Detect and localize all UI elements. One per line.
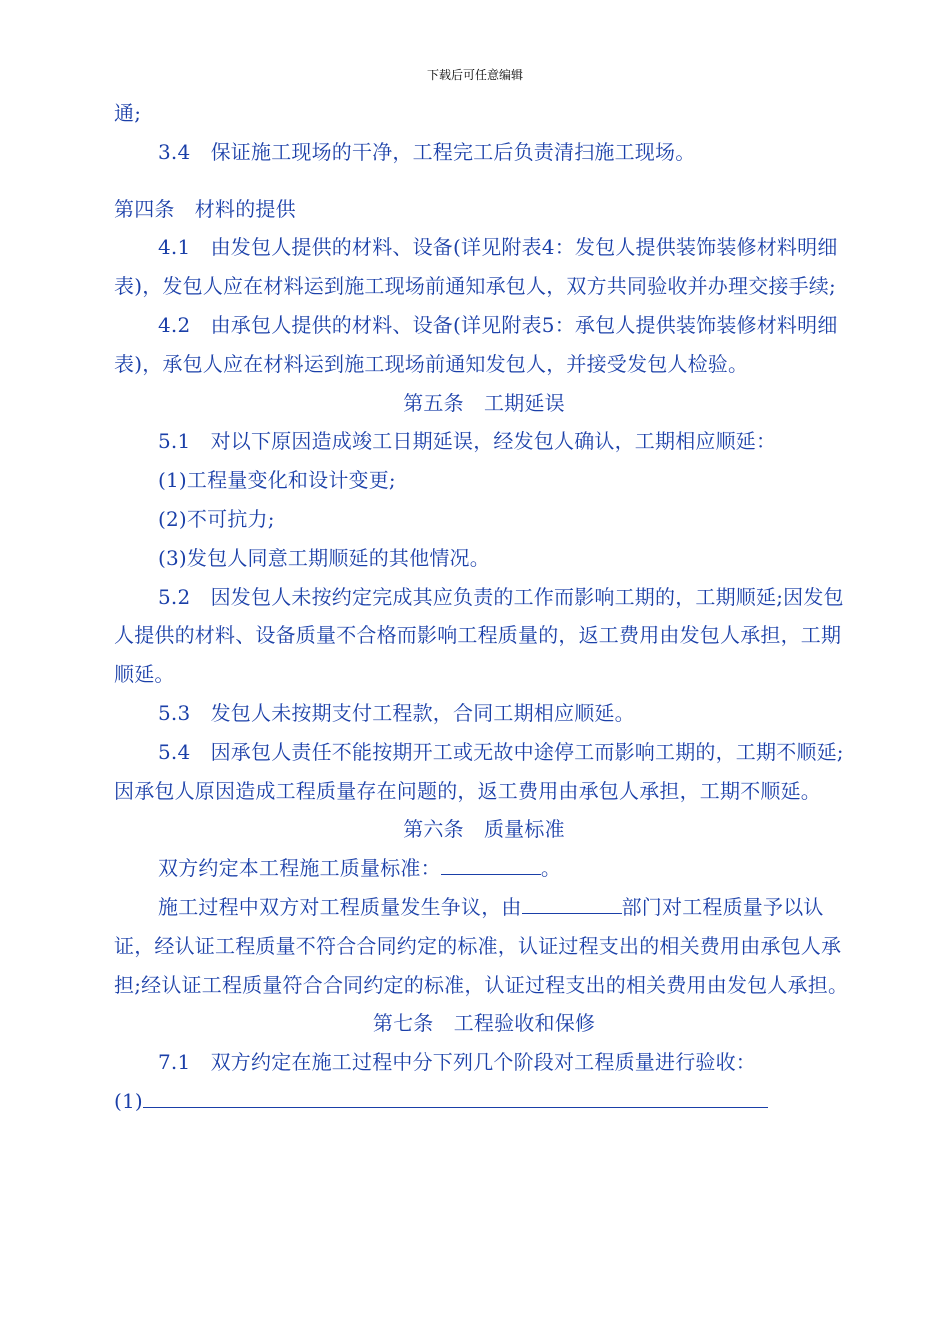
- dispute-text-rest: 部门对工程质量予以认证，经认证工程质量不符合合同约定的标准，认证过程支出的相关费用由承包人承担;经认证工程质量符合合同约定的标准，认证过程支出的相关费用由发包人承担。: [114, 894, 849, 997]
- clause-7-1-item-1: [114, 1082, 854, 1121]
- clause-4-2: 4.2 由承包人提供的材料、设备(详见附表5：承包人提供装饰装修材料明细表)，承包人应在材料运到施工现场前通知发包人，并接受发包人检验。: [114, 312, 838, 376]
- clause-6-quality-standard: [114, 849, 854, 888]
- clause-7-1: 7.1 双方约定在施工过程中分下列几个阶段对工程质量进行验收：: [158, 1050, 757, 1075]
- document-body: [114, 94, 854, 1121]
- article-7-heading: 第七条 工程验收和保修: [372, 1011, 596, 1036]
- clause-4-1: 4.1 由发包人提供的材料、设备(详见附表4：发包人提供装饰装修材料明细表)，发包人应在材料运到施工现场前通知承包人，双方共同验收并办理交接手续;: [114, 235, 838, 299]
- item-1-label: (1): [114, 1088, 143, 1113]
- article-5-heading: 第五条 工期延误: [403, 390, 565, 415]
- clause-5-3: 5.3 发包人未按期支付工程款，合同工期相应顺延。: [158, 700, 635, 725]
- dispute-text-start: 施工过程中双方对工程质量发生争议，由: [158, 894, 522, 919]
- certifying-department-blank[interactable]: [522, 889, 622, 914]
- article-4-heading: 第四条 材料的提供: [114, 196, 296, 221]
- clause-5-2: 5.2 因发包人未按约定完成其应负责的工作而影响工期的，工期顺延;因发包人提供的材料、设备质量不合格而影响工程质量的，返工费用由发包人承担，工期顺延。: [114, 584, 844, 687]
- paragraph-continuation: 通;: [114, 101, 142, 125]
- quality-standard-blank[interactable]: [441, 850, 541, 875]
- clause-5-4: 5.4 因承包人责任不能按期开工或无故中途停工而影响工期的，工期不顺延;因承包人原因造成工程质量存在问题的，返工费用由承包人承担，工期不顺延。: [114, 739, 844, 803]
- acceptance-stage-1-blank[interactable]: [143, 1083, 768, 1108]
- quality-standard-end: 。: [540, 856, 562, 881]
- clause-5-1-item-3: (3)发包人同意工期顺延的其他情况。: [158, 545, 490, 570]
- clause-5-1-item-2: (2)不可抗力;: [158, 506, 275, 531]
- clause-5-1-item-1: (1)工程量变化和设计变更;: [158, 468, 396, 493]
- clause-3-4: 3.4 保证施工现场的干净，工程完工后负责清扫施工现场。: [158, 139, 696, 164]
- clause-6-dispute: [114, 888, 854, 1004]
- clause-5-1: 5.1 对以下原因造成竣工日期延误，经发包人确认，工期相应顺延：: [158, 429, 777, 454]
- quality-standard-label: 双方约定本工程施工质量标准：: [158, 856, 441, 881]
- article-6-heading: 第六条 质量标准: [403, 817, 565, 842]
- page-header: 下载后可任意编辑: [426, 68, 523, 82]
